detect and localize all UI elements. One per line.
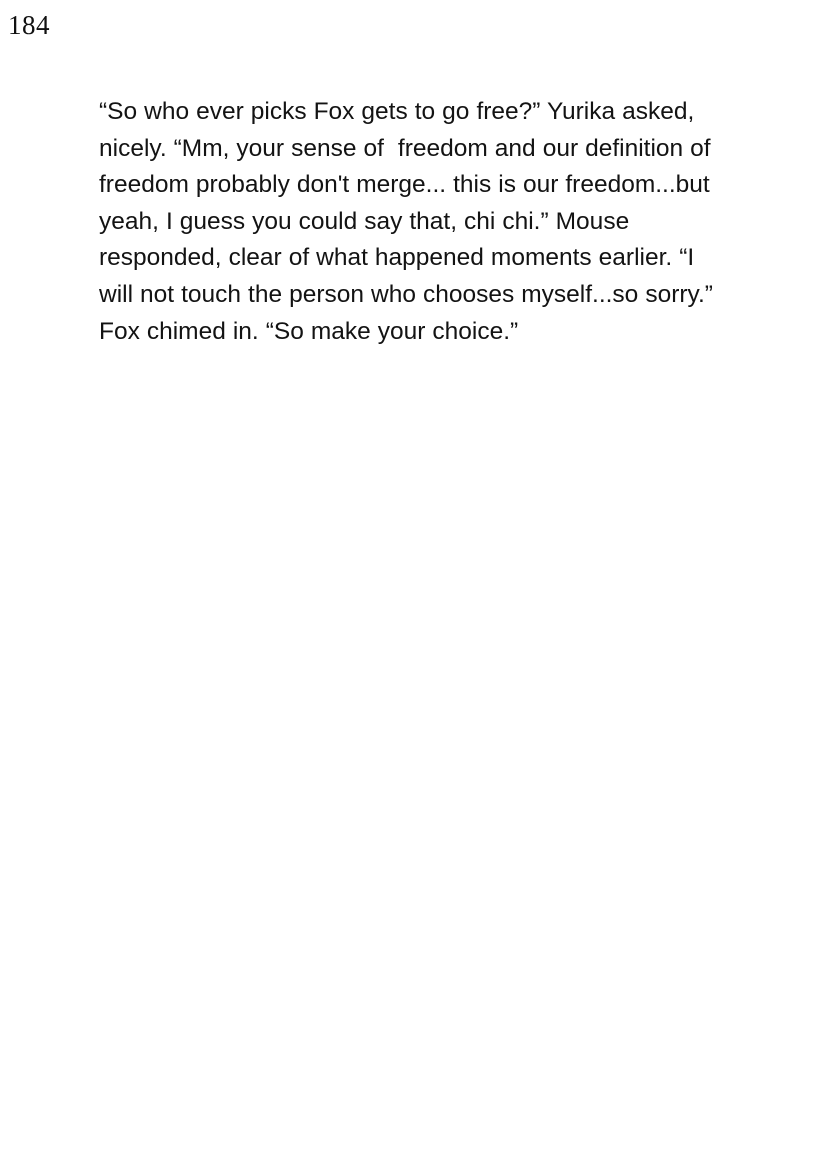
- page-number: 184: [8, 10, 50, 40]
- body-paragraph: “So who ever picks Fox gets to go free?” Yurika asked, nicely. “Mm, your sense of freedom and our definition of freedom probably don't merge... this is our freedom...but yeah, I guess you could say that, chi chi.” Mouse responded, clear of what happened moments earlier. “I will not touch the person who chooses myself...so sorry.” Fox chimed in. “So make your choice.”: [99, 98, 720, 345]
